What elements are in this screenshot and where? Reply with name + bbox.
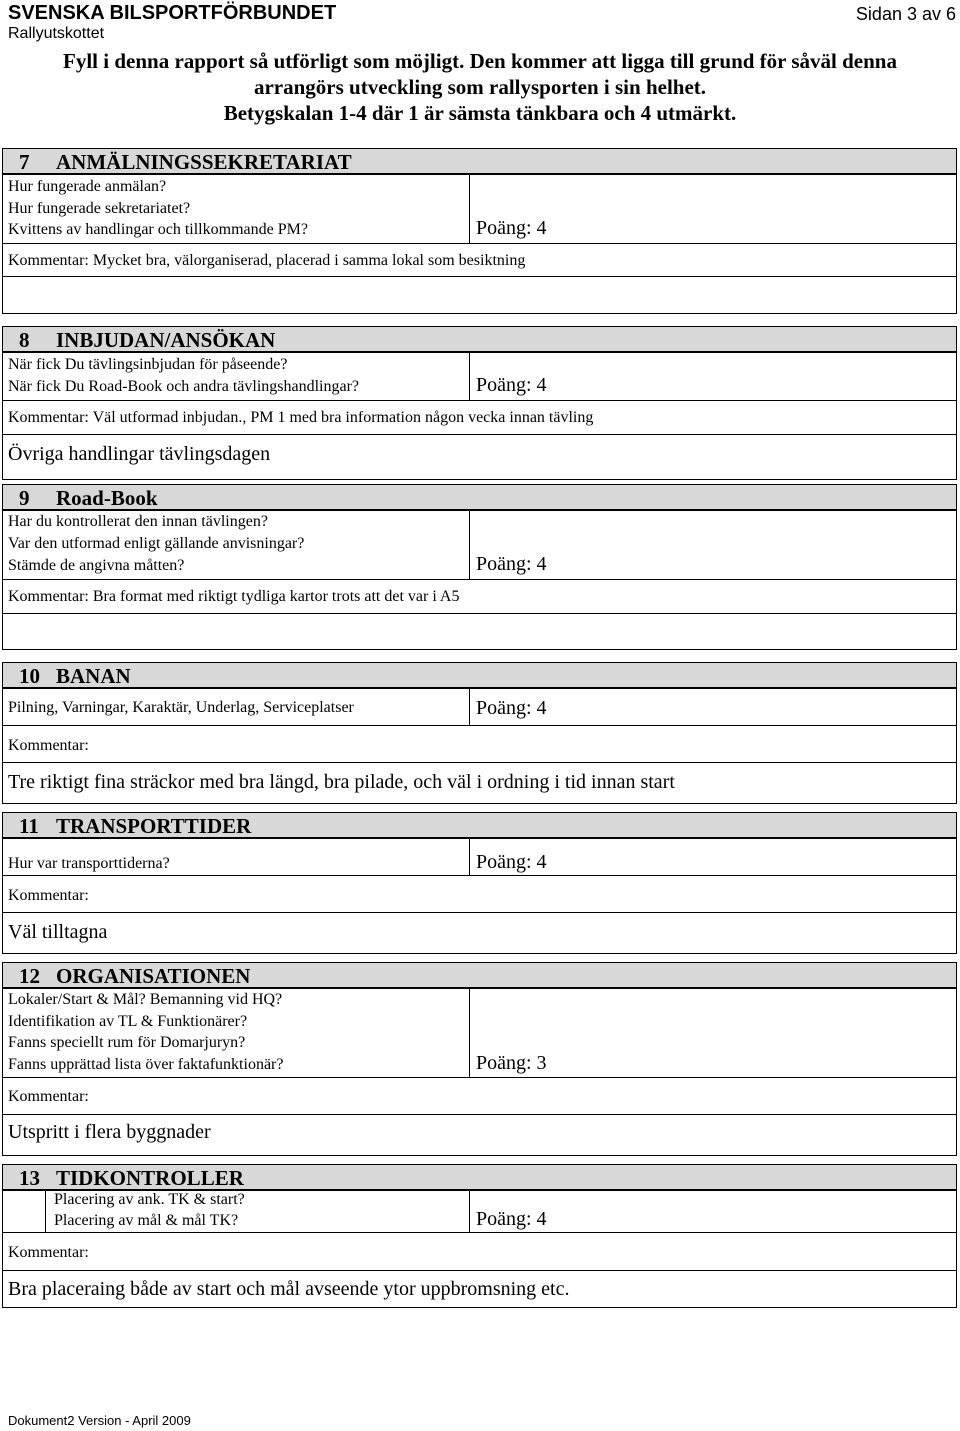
section-number: 11 xyxy=(19,814,39,838)
section-number: 12 xyxy=(19,964,40,988)
divider xyxy=(3,762,956,763)
section-title: INBJUDAN/ANSÖKAN xyxy=(56,328,276,352)
other-documents-heading: Övriga handlingar tävlingsdagen xyxy=(8,443,271,465)
comment: Kommentar: Mycket bra, välorganiserad, placerad i samma lokal som besiktning xyxy=(8,252,526,269)
footer-version: Dokument2 Version - April 2009 xyxy=(8,1413,191,1428)
score: Poäng: 4 xyxy=(476,851,547,873)
score: Poäng: 4 xyxy=(476,697,547,719)
comment-label: Kommentar: xyxy=(8,1244,89,1261)
section-9-header xyxy=(2,484,957,510)
comment: Kommentar: Väl utformad inbjudan., PM 1 med bra information någon vecka innan tävling xyxy=(8,409,594,426)
intro-line-3: Betygskalan 1-4 där 1 är sämsta tänkbara och 4 utmärkt. xyxy=(223,101,737,125)
section-7-header xyxy=(2,148,957,174)
divider xyxy=(3,912,956,913)
question: Hur fungerade anmälan? xyxy=(8,178,167,195)
question: Lokaler/Start & Mål? Bemanning vid HQ? xyxy=(8,991,283,1008)
section-8-header xyxy=(2,326,957,352)
committee-name: Rallyutskottet xyxy=(8,25,105,42)
score: Poäng: 4 xyxy=(476,1208,547,1230)
section-10-header xyxy=(2,662,957,688)
divider xyxy=(3,1232,956,1233)
divider xyxy=(3,400,956,401)
section-number: 7 xyxy=(19,150,30,174)
section-title: ORGANISATIONEN xyxy=(56,964,251,988)
comment: Bra placeraing både av start och mål avseende ytor uppbromsning etc. xyxy=(8,1278,570,1300)
divider xyxy=(3,243,956,244)
comment-label: Kommentar: xyxy=(8,887,89,904)
section-12-header xyxy=(2,962,957,988)
divider xyxy=(3,1077,956,1078)
comment-label: Kommentar: xyxy=(8,737,89,754)
question: Identifikation av TL & Funktionärer? xyxy=(8,1013,248,1030)
intro-line-1: Fyll i denna rapport så utförligt som möjligt. Den kommer att ligga till grund för såväl denna xyxy=(63,49,897,73)
section-number: 13 xyxy=(19,1166,40,1190)
comment: Utspritt i flera byggnader xyxy=(8,1121,211,1143)
divider xyxy=(3,1270,956,1271)
divider xyxy=(3,613,956,614)
question: Pilning, Varningar, Karaktär, Underlag, Serviceplatser xyxy=(8,699,354,716)
section-number: 10 xyxy=(19,664,40,688)
section-title: TIDKONTROLLER xyxy=(56,1166,244,1190)
comment-label: Kommentar: xyxy=(8,1088,89,1105)
page-number: Sidan 3 av 6 xyxy=(855,4,956,24)
section-number: 8 xyxy=(19,328,30,352)
organization-name: SVENSKA BILSPORTFÖRBUNDET xyxy=(8,2,337,24)
section-13-header xyxy=(2,1164,957,1190)
score: Poäng: 3 xyxy=(476,1052,547,1074)
divider xyxy=(3,725,956,726)
question: Fanns speciellt rum för Domarjuryn? xyxy=(8,1034,246,1051)
question: Placering av ank. TK & start? xyxy=(54,1191,245,1208)
score: Poäng: 4 xyxy=(476,217,547,239)
score: Poäng: 4 xyxy=(476,374,547,396)
divider xyxy=(3,434,956,435)
question: Stämde de angivna måtten? xyxy=(8,557,185,574)
question: Har du kontrollerat den innan tävlingen? xyxy=(8,513,268,530)
question: Fanns upprättad lista över faktafunktionär? xyxy=(8,1056,284,1073)
divider xyxy=(3,276,956,277)
divider xyxy=(3,1114,956,1115)
section-title: BANAN xyxy=(56,664,131,688)
section-11-header xyxy=(2,812,957,838)
divider xyxy=(3,579,956,580)
section-number: 9 xyxy=(19,486,30,510)
question: Hur fungerade sekretariatet? xyxy=(8,200,191,217)
comment: Väl tilltagna xyxy=(8,921,108,943)
question: Placering av mål & mål TK? xyxy=(54,1212,239,1229)
question: När fick Du tävlingsinbjudan för påseende? xyxy=(8,356,288,373)
section-title: TRANSPORTTIDER xyxy=(56,814,252,838)
section-title: ANMÄLNINGSSEKRETARIAT xyxy=(56,150,352,174)
section-title: Road-Book xyxy=(56,486,158,510)
question: Kvittens av handlingar och tillkommande PM? xyxy=(8,221,308,238)
divider xyxy=(3,875,956,876)
question: Var den utformad enligt gällande anvisningar? xyxy=(8,535,305,552)
intro-line-2: arrangörs utveckling som rallysporten i sin helhet. xyxy=(253,75,707,99)
divider xyxy=(45,1190,46,1232)
question: Hur var transporttiderna? xyxy=(8,855,170,872)
score: Poäng: 4 xyxy=(476,553,547,575)
comment: Tre riktigt fina sträckor med bra längd, bra pilade, och väl i ordning i tid innan start xyxy=(8,771,675,793)
comment: Kommentar: Bra format med riktigt tydliga kartor trots att det var i A5 xyxy=(8,588,460,605)
question: När fick Du Road-Book och andra tävlingshandlingar? xyxy=(8,378,360,395)
